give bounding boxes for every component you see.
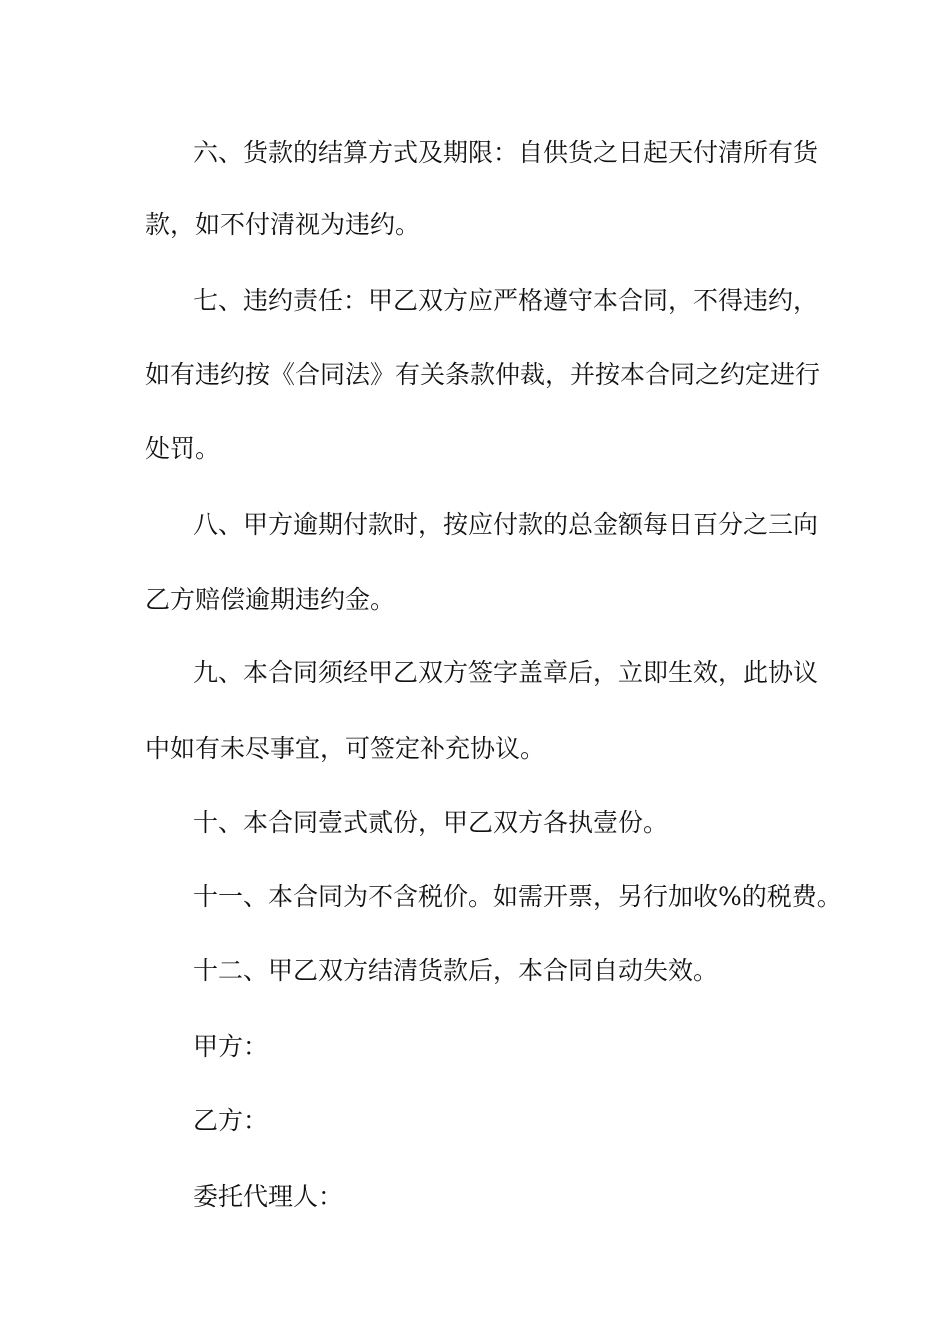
clause-7-line-3: 处罚。 xyxy=(145,434,221,463)
clause-7-line-2: 如有违约按《合同法》有关条款仲裁，并按本合同之约定进行 xyxy=(145,360,821,389)
party-b-label: 乙方： xyxy=(193,1106,269,1135)
clause-7-line-1: 七、违约责任：甲乙双方应严格遵守本合同，不得违约， xyxy=(193,286,819,315)
clause-10: 十、本合同壹式贰份，甲乙双方各执壹份。 xyxy=(193,808,669,837)
clause-8-line-1: 八、甲方逾期付款时，按应付款的总金额每日百分之三向 xyxy=(193,510,819,539)
clause-11: 十一、本合同为不含税价。如需开票，另行加收%的税费。 xyxy=(193,882,842,911)
clause-6-line-1: 六、货款的结算方式及期限：自供货之日起天付清所有货 xyxy=(193,138,819,167)
clause-12: 十二、甲乙双方结清货款后，本合同自动失效。 xyxy=(193,956,719,985)
clause-6-line-2: 款，如不付清视为违约。 xyxy=(145,210,421,239)
clause-8-line-2: 乙方赔偿逾期违约金。 xyxy=(145,585,396,614)
clause-9-line-2: 中如有未尽事宜，可签定补充协议。 xyxy=(145,734,546,763)
authorized-agent-label: 委托代理人： xyxy=(193,1182,344,1211)
party-a-label: 甲方： xyxy=(193,1032,269,1061)
clause-9-line-1: 九、本合同须经甲乙双方签字盖章后，立即生效，此协议 xyxy=(193,658,819,687)
